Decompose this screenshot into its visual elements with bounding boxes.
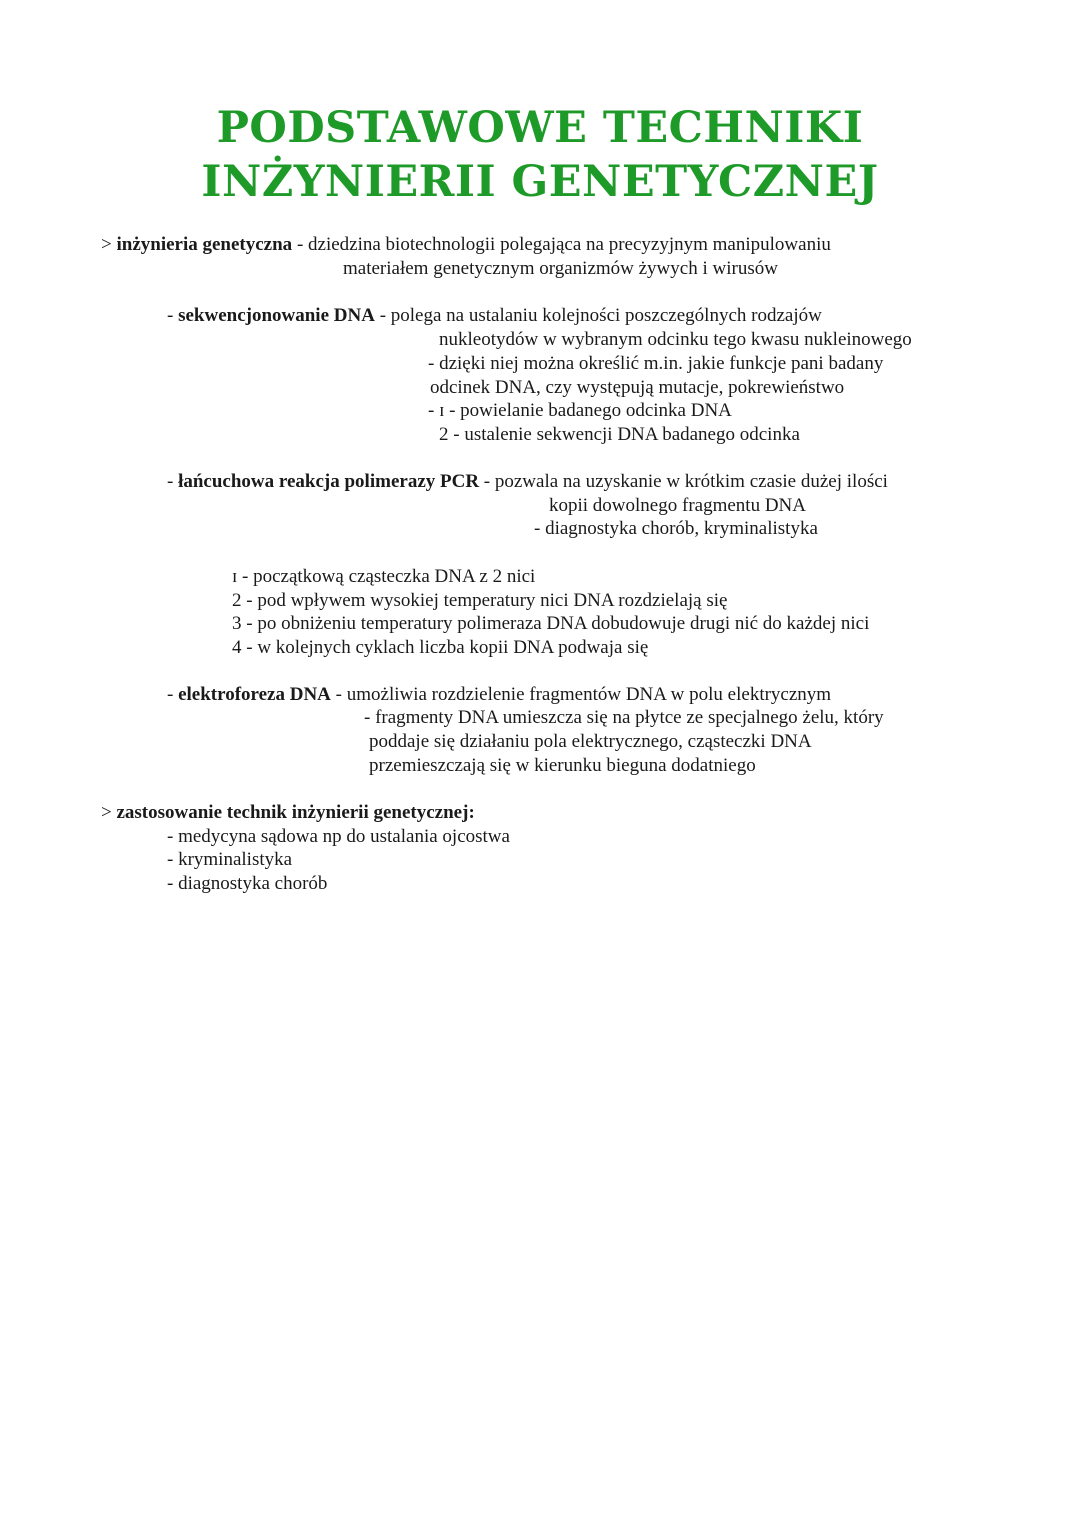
definition-line-1: [101, 233, 831, 257]
pcr-step: ɪ - początkową cząsteczka DNA z 2 nici: [232, 566, 536, 587]
electrophoresis-line-4: przemieszczają się w kierunku bieguna dodatniego: [369, 755, 756, 776]
title-line-2: INŻYNIERII GENETYCZNEJ: [201, 157, 879, 207]
definition-text: - dziedzina biotechnologii polegająca na precyzyjnym manipulowaniu: [292, 234, 831, 255]
applications-heading: [101, 801, 475, 825]
electrophoresis-dash: -: [167, 684, 179, 705]
electrophoresis-text: - umożliwia rozdzielenie fragmentów DNA w polu elektrycznym: [330, 684, 832, 705]
applications-prefix: >: [101, 802, 117, 823]
sequencing-line-4: odcinek DNA, czy występują mutacje, pokrewieństwo: [430, 377, 845, 398]
sequencing-line-2: nukleotydów w wybranym odcinku tego kwasu nukleinowego: [439, 329, 912, 350]
sequencing-step-2: 2 - ustalenie sekwencji DNA badanego odcinka: [439, 424, 800, 445]
pcr-line-3: - diagnostyka chorób, kryminalistyka: [534, 518, 818, 539]
pcr-line-2: kopii dowolnego fragmentu DNA: [549, 495, 806, 516]
electrophoresis-line-2: - fragmenty DNA umieszcza się na płytce ze specjalnego żelu, który: [364, 707, 884, 728]
sequencing-text: - polega na ustalaniu kolejności poszczególnych rodzajów: [374, 305, 822, 326]
list-item: - diagnostyka chorób: [167, 873, 328, 894]
electrophoresis-term: elektroforeza DNA: [178, 684, 331, 705]
pcr-dash: -: [167, 471, 179, 492]
pcr-step: 3 - po obniżeniu temperatury polimeraza DNA dobudowuje drugi nić do każdej nici: [232, 613, 870, 634]
list-item: - medycyna sądowa np do ustalania ojcostwa: [167, 826, 510, 847]
electrophoresis-line-3: poddaje się działaniu pola elektrycznego, cząsteczki DNA: [369, 731, 812, 752]
definition-term: inżynieria genetyczna: [116, 234, 293, 255]
sequencing-line-3: - dzięki niej można określić m.in. jakie funkcje pani badany: [428, 353, 884, 374]
pcr-step: 2 - pod wpływem wysokiej temperatury nici DNA rozdzielają się: [232, 590, 728, 611]
pcr-term: łańcuchowa reakcja polimerazy PCR: [178, 471, 480, 492]
title-line-1: PODSTAWOWE TECHNIKI: [216, 103, 864, 153]
sequencing-step-1: - ɪ - powielanie badanego odcinka DNA: [428, 400, 732, 421]
pcr-line-1: [167, 470, 888, 494]
sequencing-line-1: [167, 304, 822, 328]
applications-heading-text: zastosowanie technik inżynierii genetycznej:: [116, 802, 475, 823]
definition-prefix: >: [101, 234, 117, 255]
pcr-text: - pozwala na uzyskanie w krótkim czasie dużej ilości: [479, 471, 888, 492]
sequencing-term: sekwencjonowanie DNA: [178, 305, 375, 326]
pcr-step: 4 - w kolejnych cyklach liczba kopii DNA podwaja się: [232, 637, 649, 658]
definition-line-2: materiałem genetycznym organizmów żywych i wirusów: [343, 258, 778, 279]
electrophoresis-line-1: [167, 683, 831, 707]
sequencing-dash: -: [167, 305, 179, 326]
list-item: - kryminalistyka: [167, 849, 293, 870]
